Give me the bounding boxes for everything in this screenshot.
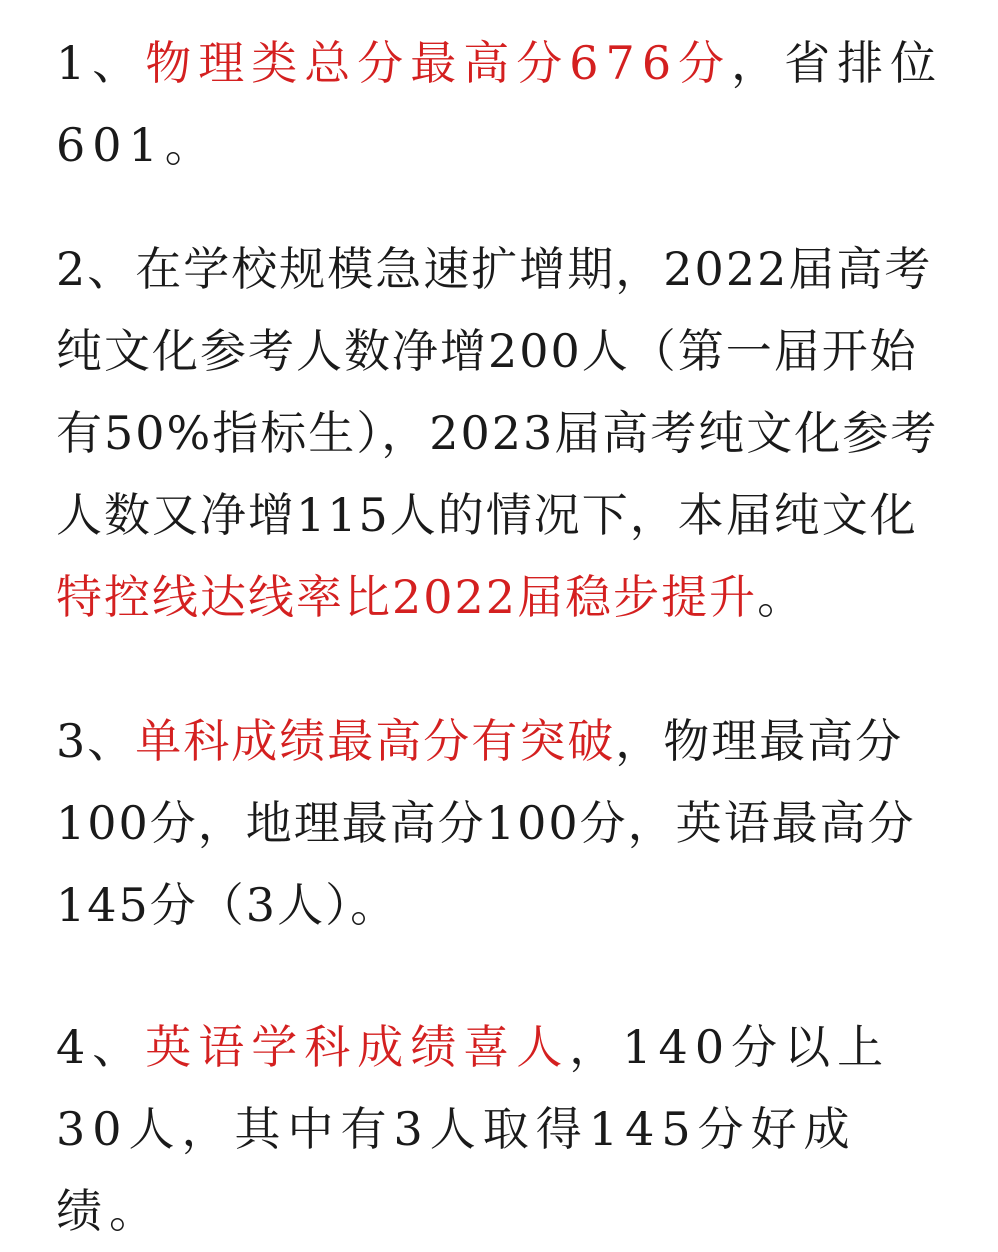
item-1-number: 1、: [56, 36, 146, 90]
item-2-number: 2、: [56, 242, 136, 296]
item-3-highlight: 单科成绩最高分有突破: [135, 714, 616, 768]
item-4-rest: ，140分以上30人，其中有3人取得145分好成绩。: [56, 1020, 891, 1238]
item-1-highlight: 物理类总分最高分676分: [145, 36, 732, 90]
item-2-highlight: 特控线达线率比2022届稳步提升: [56, 570, 758, 624]
item-3-rest: ，物理最高分100分，地理最高分100分，英语最高分145分（3人）。: [56, 714, 916, 932]
item-2-text: 在学校规模急速扩增期，2022届高考纯文化参考人数净增200人（第一届开始有50%指标生），2023届高考纯文化参考人数又净增115人的情况下，本届纯文化: [56, 242, 939, 542]
item-4-number: 4、: [56, 1020, 146, 1074]
item-1: [56, 22, 956, 186]
item-3-number: 3、: [56, 714, 136, 768]
item-2-end: 。: [757, 570, 806, 624]
item-2: [56, 228, 956, 638]
item-3: [56, 700, 956, 946]
item-4: [56, 1006, 956, 1252]
item-1-rest: ，省排位601。: [56, 36, 944, 172]
item-4-highlight: 英语学科成绩喜人: [145, 1020, 570, 1074]
